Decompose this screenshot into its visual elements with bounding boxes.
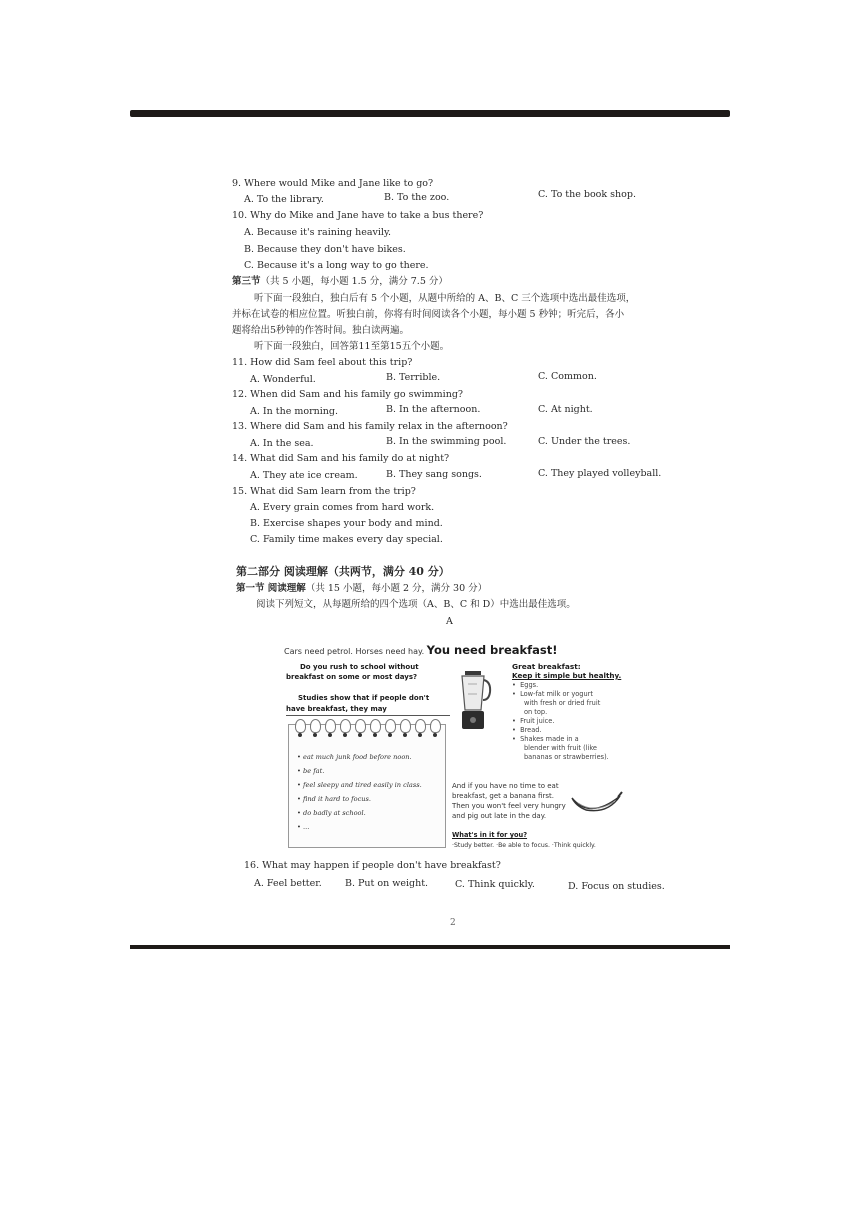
poster-studies-underline	[286, 715, 450, 716]
great-item: • Fruit juice.	[512, 717, 555, 725]
q12-option-c: C. At night.	[538, 404, 593, 415]
notebook-hole	[358, 733, 362, 737]
section3-instruction-2: 并标在试卷的相应位置。听独白前，你将有时间阅读各个小题，每小题 5 秒钟；听完后，各小	[232, 309, 625, 320]
effect-item: • eat much junk food before noon.	[297, 753, 412, 761]
notebook-hole	[343, 733, 347, 737]
q15-stem: 15. What did Sam learn from the trip?	[232, 486, 416, 497]
poster-lead: Cars need petrol. Horses need hay.	[284, 647, 425, 656]
poster-headline: You need breakfast!	[426, 643, 558, 657]
q10-option-b: B. Because they don't have bikes.	[244, 244, 406, 255]
poster-question-1: Do you rush to school without	[300, 663, 419, 671]
q16-option-b: B. Put on weight.	[345, 878, 429, 889]
notebook-hole	[298, 733, 302, 737]
whats-in-it-text: ·Study better. ·Be able to focus. ·Think quickly.	[452, 842, 596, 849]
notebook-ring	[355, 719, 366, 733]
q16-option-a: A. Feel better.	[254, 878, 322, 889]
notebook-ring	[400, 719, 411, 733]
poster-studies-2: have breakfast, they may	[286, 705, 387, 713]
notebook-hole	[313, 733, 317, 737]
q15-option-b: B. Exercise shapes your body and mind.	[250, 518, 443, 529]
bottom-edge-rule	[130, 945, 730, 949]
notebook-ring	[325, 719, 336, 733]
banana-tip-4: and pig out late in the day.	[452, 812, 547, 820]
top-edge-rule	[130, 110, 730, 117]
q16-stem: 16. What may happen if people don't have breakfast?	[244, 860, 501, 871]
great-item: • Bread.	[512, 726, 542, 734]
effect-item: • find it hard to focus.	[297, 795, 372, 803]
q16-option-c: C. Think quickly.	[455, 879, 535, 890]
poster-question-2: breakfast on some or most days?	[286, 673, 418, 681]
banana-icon	[568, 790, 624, 818]
section3-title: 第三节	[232, 276, 261, 287]
q14-option-a: A. They ate ice cream.	[250, 470, 358, 481]
q14-option-c: C. They played volleyball.	[538, 468, 662, 479]
notebook-ring	[340, 719, 351, 733]
notebook-hole	[418, 733, 422, 737]
q16-option-d: D. Focus on studies.	[568, 881, 665, 892]
q12-option-b: B. In the afternoon.	[386, 404, 481, 415]
notebook-illustration	[288, 724, 446, 848]
notebook-ring	[385, 719, 396, 733]
page-number: 2	[450, 918, 456, 928]
great-breakfast-title: Great breakfast:	[512, 662, 581, 671]
great-item-cont: with fresh or dried fruit	[524, 699, 601, 707]
notebook-hole	[328, 733, 332, 737]
section3-instruction-3: 题将给出5秒钟的作答时间。独白读两遍。	[232, 325, 410, 336]
great-item: • Shakes made in a	[512, 735, 579, 743]
q13-stem: 13. Where did Sam and his family relax in the afternoon?	[232, 421, 508, 432]
q11-option-b: B. Terrible.	[386, 372, 441, 383]
q11-option-c: C. Common.	[538, 371, 597, 382]
notebook-hole	[403, 733, 407, 737]
q11-stem: 11. How did Sam feel about this trip?	[232, 357, 413, 368]
banana-tip-3: Then you won't feel very hungry	[452, 802, 566, 810]
notebook-ring	[430, 719, 441, 733]
q15-option-c: C. Family time makes every day special.	[250, 534, 443, 545]
q13-option-a: A. In the sea.	[250, 438, 314, 449]
q10-stem: 10. Why do Mike and Jane have to take a bus there?	[232, 210, 484, 221]
section3-instruction-1: 听下面一段独白，独白后有 5 个小题，从题中所给的 A、B、C 三个选项中选出最佳选项，	[254, 293, 636, 304]
great-item-cont: on top.	[524, 708, 548, 716]
passage-label: A	[446, 616, 453, 627]
poster-studies-1: Studies show that if people don't	[298, 694, 430, 702]
q10-option-c: C. Because it's a long way to go there.	[244, 260, 429, 271]
effect-item: • do badly at school.	[297, 809, 366, 817]
great-item-cont: bananas or strawberries).	[524, 753, 609, 761]
notebook-ring	[295, 719, 306, 733]
notebook-hole	[433, 733, 437, 737]
q9-stem: 9. Where would Mike and Jane like to go?	[232, 178, 434, 189]
q12-option-a: A. In the morning.	[250, 406, 339, 417]
effect-item: • feel sleepy and tired easily in class.	[297, 781, 422, 789]
q9-option-c: C. To the book shop.	[538, 189, 636, 200]
great-item-cont: blender with fruit (like	[524, 744, 597, 752]
notebook-ring	[310, 719, 321, 733]
q15-option-a: A. Every grain comes from hard work.	[250, 502, 435, 513]
q14-stem: 14. What did Sam and his family do at night?	[232, 453, 450, 464]
q11-option-a: A. Wonderful.	[250, 374, 316, 385]
banana-tip-2: breakfast, get a banana first.	[452, 792, 554, 800]
notebook-hole	[388, 733, 392, 737]
q12-stem: 12. When did Sam and his family go swimming?	[232, 389, 463, 400]
great-item: • Low-fat milk or yogurt	[512, 690, 593, 698]
reading-section1-info: （共 15 小题，每小题 2 分，满分 30 分）	[305, 583, 488, 594]
q10-option-a: A. Because it's raining heavily.	[244, 227, 392, 238]
whats-in-it-title: What's in it for you?	[452, 831, 528, 839]
q9-option-b: B. To the zoo.	[384, 192, 450, 203]
part2-title: 第二部分 阅读理解（共两节，满分 40 分）	[236, 565, 450, 578]
notebook-hole	[373, 733, 377, 737]
effect-item: • be fat.	[297, 767, 325, 775]
q9-option-a: A. To the library.	[244, 194, 324, 205]
reading-section1-title: 第一节 阅读理解	[236, 583, 306, 594]
great-breakfast-subtitle: Keep it simple but healthy.	[512, 671, 622, 680]
section3-info: （共 5 小题，每小题 1.5 分，满分 7.5 分）	[260, 276, 448, 287]
great-item: • Eggs.	[512, 681, 539, 689]
notebook-ring	[415, 719, 426, 733]
notebook-ring	[370, 719, 381, 733]
banana-tip-1: And if you have no time to eat	[452, 782, 559, 790]
q14-option-b: B. They sang songs.	[386, 469, 482, 480]
section3-instruction-4: 听下面一段独白，回答第11至第15五个小题。	[254, 341, 450, 352]
reading-instruction: 阅读下列短文，从每题所给的四个选项（A、B、C 和 D）中选出最佳选项。	[256, 599, 576, 610]
q13-option-b: B. In the swimming pool.	[386, 436, 507, 447]
breakfast-poster	[278, 636, 630, 858]
blender-icon	[456, 670, 492, 734]
effect-item: • ...	[297, 823, 310, 831]
q13-option-c: C. Under the trees.	[538, 436, 631, 447]
